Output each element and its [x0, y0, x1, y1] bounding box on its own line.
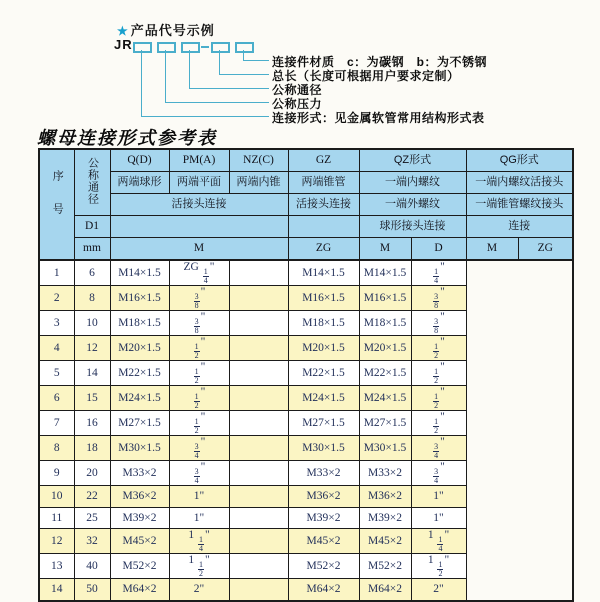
table-row	[39, 507, 573, 529]
header-empty-gz	[288, 216, 359, 238]
table-row	[39, 311, 573, 336]
table-cell: $\frac{1}{2}$ "	[169, 411, 229, 436]
header-qz-d: D	[411, 238, 466, 261]
table-cell: $\frac{3}{4}$ "	[169, 461, 229, 486]
star-icon: ★	[117, 24, 129, 38]
table-cell: M27×1.5	[288, 411, 359, 436]
header-type-qg: QG形式	[466, 149, 573, 172]
table-cell: M27×1.5	[359, 411, 411, 436]
table-cell	[229, 436, 288, 461]
table-cell: 1 $\frac{1}{4}$ "	[169, 529, 229, 554]
table-cell: 32	[74, 529, 110, 554]
table-title: 螺母连接形式参考表	[37, 128, 217, 148]
table-cell: 14	[39, 579, 74, 601]
table-header	[39, 149, 573, 260]
table-cell: ZG $\frac{1}{4}$ "	[169, 260, 229, 286]
table-cell: 40	[74, 554, 110, 579]
table-cell: 1"	[169, 486, 229, 508]
callout-label-material: 连接件材质 c：为碳钢 b：为不锈钢	[272, 55, 488, 69]
table-cell	[229, 554, 288, 579]
code-prefix: JR	[114, 37, 133, 52]
header-qz-sub2: 一端外螺纹	[359, 194, 466, 216]
table-body	[39, 260, 573, 601]
header-empty-left	[110, 216, 288, 238]
table-cell: 1"	[411, 486, 466, 508]
table-cell: $\frac{1}{2}$ "	[411, 386, 466, 411]
header-type-nz: NZ(C)	[229, 149, 288, 172]
table-row	[39, 461, 573, 486]
table-cell: 11	[39, 507, 74, 529]
table-row	[39, 411, 573, 436]
table-cell: 1 $\frac{1}{2}$ "	[169, 554, 229, 579]
table-cell: M36×2	[359, 486, 411, 508]
table-cell: 6	[74, 260, 110, 286]
header-qg-zg: ZG	[518, 238, 573, 261]
table-cell: 12	[74, 336, 110, 361]
table-cell: M22×1.5	[288, 361, 359, 386]
table-cell	[229, 386, 288, 411]
table-cell	[229, 286, 288, 311]
table-cell: 8	[39, 436, 74, 461]
table-cell: M30×1.5	[359, 436, 411, 461]
table-cell: M30×1.5	[110, 436, 169, 461]
table-cell: 25	[74, 507, 110, 529]
table-cell: $\frac{1}{2}$ "	[411, 361, 466, 386]
table-cell: 2"	[411, 579, 466, 601]
header-union-left: 活接头连接	[110, 194, 288, 216]
table-cell: M33×2	[288, 461, 359, 486]
table-cell: 7	[39, 411, 74, 436]
callout-label-diameter: 公称通径	[272, 83, 323, 97]
table-cell	[229, 529, 288, 554]
table-cell: M33×2	[110, 461, 169, 486]
header-qz-sub3: 球形接头连接	[359, 216, 466, 238]
table-cell: 9	[39, 461, 74, 486]
table-cell: 1 $\frac{1}{2}$ "	[411, 554, 466, 579]
table-cell: M14×1.5	[288, 260, 359, 286]
table-cell: $\frac{3}{8}$ "	[169, 286, 229, 311]
table-cell: M16×1.5	[359, 286, 411, 311]
table-row	[39, 260, 573, 286]
table-cell: M20×1.5	[110, 336, 169, 361]
callout-label-pressure: 公称压力	[272, 97, 323, 111]
table-cell: 12	[39, 529, 74, 554]
table-cell: 16	[74, 411, 110, 436]
header-type-gz: GZ	[288, 149, 359, 172]
table-cell: M16×1.5	[110, 286, 169, 311]
table-cell	[229, 336, 288, 361]
table-cell: M14×1.5	[359, 260, 411, 286]
header-qg-sub1: 一端内螺纹活接头	[466, 172, 573, 194]
callout-label-length: 总长（长度可根据用户要求定制）	[272, 69, 460, 83]
table-cell: $\frac{1}{2}$ "	[169, 336, 229, 361]
header-qz-sub1: 一端内螺纹	[359, 172, 466, 194]
table-row	[39, 554, 573, 579]
table-cell: M33×2	[359, 461, 411, 486]
table-cell: M45×2	[288, 529, 359, 554]
table-cell: M14×1.5	[110, 260, 169, 286]
product-code-heading-text: 产品代号示例	[130, 23, 215, 38]
table-cell: $\frac{1}{4}$ "	[411, 260, 466, 286]
table-cell: 2"	[169, 579, 229, 601]
table-cell: $\frac{1}{2}$ "	[411, 336, 466, 361]
table-cell: M18×1.5	[110, 311, 169, 336]
header-qg-sub2: 一端锥管螺纹接头	[466, 194, 573, 216]
header-q-sub: 两端球形	[110, 172, 169, 194]
table-cell: M52×2	[359, 554, 411, 579]
table-row	[39, 436, 573, 461]
header-type-pm: PM(A)	[169, 149, 229, 172]
table-cell: 50	[74, 579, 110, 601]
table-cell: 14	[74, 361, 110, 386]
table-cell: M20×1.5	[288, 336, 359, 361]
header-pm-sub: 两端平面	[169, 172, 229, 194]
table-cell: 4	[39, 336, 74, 361]
table-cell: 1	[39, 260, 74, 286]
table-cell: 13	[39, 554, 74, 579]
table-cell: 20	[74, 461, 110, 486]
table-cell: M39×2	[110, 507, 169, 529]
table-row	[39, 386, 573, 411]
table-cell: 18	[74, 436, 110, 461]
table-cell	[229, 507, 288, 529]
table-cell: M16×1.5	[288, 286, 359, 311]
table-row	[39, 361, 573, 386]
table-cell	[229, 260, 288, 286]
table-cell: 22	[74, 486, 110, 508]
header-qz-m: M	[359, 238, 411, 261]
header-qg-sub3: 连接	[466, 216, 573, 238]
table-cell: M22×1.5	[110, 361, 169, 386]
table-cell: M22×1.5	[359, 361, 411, 386]
header-zg-gz: ZG	[288, 238, 359, 261]
table-cell: $\frac{3}{4}$ "	[411, 436, 466, 461]
callout-line	[243, 50, 269, 61]
table-cell	[229, 461, 288, 486]
table-cell: M39×2	[288, 507, 359, 529]
table-cell: $\frac{3}{8}$ "	[411, 286, 466, 311]
table-row	[39, 336, 573, 361]
table-cell	[229, 311, 288, 336]
table-cell: M39×2	[359, 507, 411, 529]
table-cell: M30×1.5	[288, 436, 359, 461]
table-cell: M24×1.5	[110, 386, 169, 411]
table-row	[39, 286, 573, 311]
table-cell: 8	[74, 286, 110, 311]
table-cell: M52×2	[288, 554, 359, 579]
header-dn: 公称通径	[74, 149, 110, 216]
header-qg-m: M	[466, 238, 518, 261]
table-cell: 1"	[411, 507, 466, 529]
table-cell: 10	[39, 486, 74, 508]
table-cell: M18×1.5	[359, 311, 411, 336]
header-type-q: Q(D)	[110, 149, 169, 172]
callout-label-connection: 连接形式：见金属软管常用结构形式表	[272, 111, 485, 125]
table-cell: M24×1.5	[288, 386, 359, 411]
table-cell: $\frac{3}{4}$ "	[169, 436, 229, 461]
table-cell: M36×2	[288, 486, 359, 508]
table-cell: 10	[74, 311, 110, 336]
table-cell: 3	[39, 311, 74, 336]
table-cell: M24×1.5	[359, 386, 411, 411]
table-cell	[229, 411, 288, 436]
table-cell: M45×2	[110, 529, 169, 554]
table-cell: 1 $\frac{1}{4}$ "	[411, 529, 466, 554]
table-cell: M64×2	[110, 579, 169, 601]
table-row	[39, 486, 573, 508]
table-cell: $\frac{3}{8}$ "	[169, 311, 229, 336]
table-row	[39, 529, 573, 554]
code-dash	[201, 46, 209, 48]
table-cell: $\frac{1}{2}$ "	[411, 411, 466, 436]
table-cell: $\frac{3}{4}$ "	[411, 461, 466, 486]
header-type-qz: QZ形式	[359, 149, 466, 172]
table-cell: 5	[39, 361, 74, 386]
header-gz-sub: 两端锥管	[288, 172, 359, 194]
header-union-gz: 活接头连接	[288, 194, 359, 216]
table-row	[39, 579, 573, 601]
table-cell: M64×2	[288, 579, 359, 601]
table-cell: $\frac{3}{8}$ "	[411, 311, 466, 336]
table-cell	[229, 486, 288, 508]
header-nz-sub: 两端内锥	[229, 172, 288, 194]
table-cell: M64×2	[359, 579, 411, 601]
table-cell	[229, 361, 288, 386]
nut-connection-table	[38, 148, 574, 602]
table-cell: M52×2	[110, 554, 169, 579]
table-cell: 6	[39, 386, 74, 411]
header-m-left: M	[110, 238, 288, 261]
table-cell: M45×2	[359, 529, 411, 554]
table-cell: $\frac{1}{2}$ "	[169, 361, 229, 386]
table-cell: $\frac{1}{2}$ "	[169, 386, 229, 411]
table-cell: 15	[74, 386, 110, 411]
header-unit-mm: mm	[74, 238, 110, 261]
header-seq: 序号	[39, 149, 74, 260]
table-cell: M36×2	[110, 486, 169, 508]
table-cell: 1"	[169, 507, 229, 529]
table-cell: M27×1.5	[110, 411, 169, 436]
table-cell	[229, 579, 288, 601]
table-cell: M18×1.5	[288, 311, 359, 336]
table-cell: 2	[39, 286, 74, 311]
table-cell: M20×1.5	[359, 336, 411, 361]
header-d1: D1	[74, 216, 110, 238]
